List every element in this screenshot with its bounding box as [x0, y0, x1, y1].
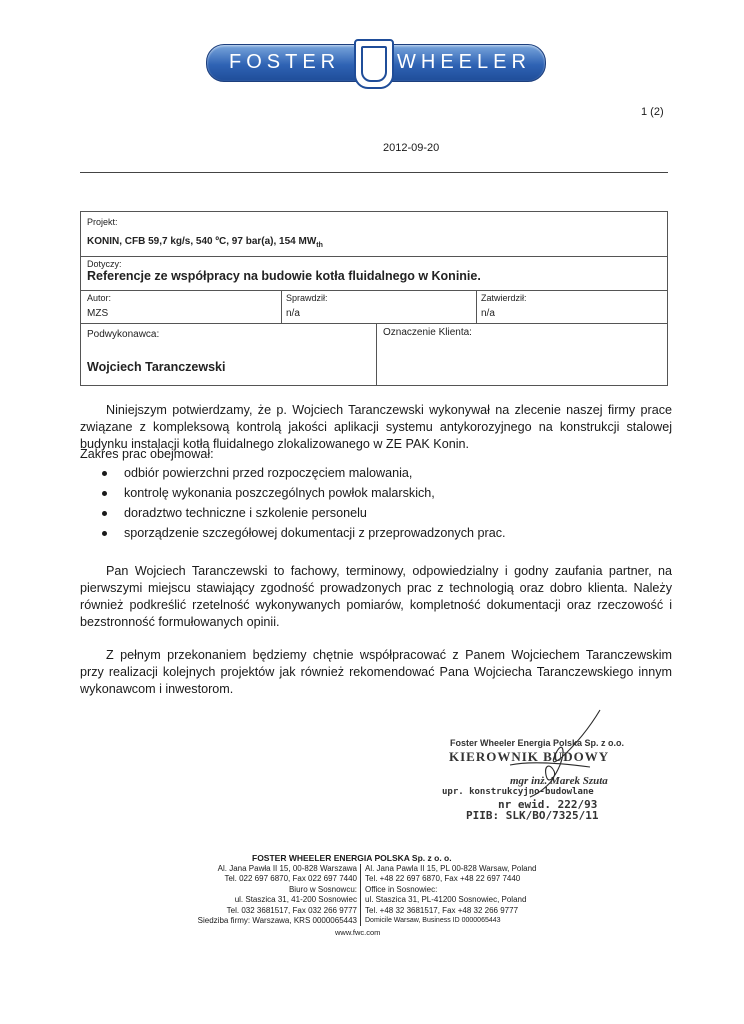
scope-label: Zakres prac obejmował:: [80, 447, 214, 461]
subcontractor-value: Wojciech Taranczewski: [87, 360, 226, 374]
stamp-name: mgr inż. Marek Szuta: [510, 775, 608, 787]
page-number: 1 (2): [641, 106, 664, 118]
footer-website: www.fwc.com: [335, 928, 381, 937]
client-caption: Oznaczenie Klienta:: [383, 327, 472, 338]
footer-divider: [360, 864, 361, 926]
company-logo: [206, 44, 546, 82]
footer-company: FOSTER WHEELER ENERGIA POLSKA Sp. z o. o.: [252, 853, 452, 863]
author-value: MZS: [87, 308, 109, 319]
checked-caption: Sprawdził:: [286, 293, 328, 303]
stamp-company: Foster Wheeler Energia Polska Sp. z o.o.: [450, 738, 625, 748]
checked-value: n/a: [286, 308, 300, 319]
list-item: kontrolę wykonania poszczególnych powłok malarskich,: [98, 483, 506, 503]
approved-value: n/a: [481, 308, 495, 319]
project-value: KONIN, CFB 59,7 kg/s, 540 ºC, 97 bar(a), 154 $MW_{th}$: [87, 236, 323, 249]
footer-address-pl: Al. Jana Pawła II 15, 00-828 Warszawa Tel. 022 697 6870, Fax 022 697 7440 Biuro w Sosnowcu: ul. Staszica 31, 41-200 Sosnowiec Tel. 032 3681517, Fax 032 266 9777 Siedziba firmy: Warszawa, KRS 0000065443: [197, 864, 357, 926]
stamp-registration: nr ewid. 222/93: [498, 798, 598, 811]
document-info-table: [80, 211, 668, 386]
logo-word-wheeler: WHEELER: [397, 51, 531, 73]
paragraph-assessment: Pan Wojciech Taranczewski to fachowy, terminowy, odpowiedzialny i godny zaufania partner, na pierwszymi miejscu stawiający zgodność prowadzonych prac z technologią oraz dobro klienta. Należy również podkreślić rzetelność wykonywanych pomiarów, kompletność dokumentacji oraz rzeczowość i bezstronność formułowanych opinii.: [80, 564, 672, 629]
stamp-title: KIEROWNIK BUDOWY: [449, 749, 610, 764]
logo-word-foster: FOSTER: [229, 51, 341, 73]
author-caption: Autor:: [87, 293, 112, 303]
list-item: odbiór powierzchni przed rozpoczęciem malowania,: [98, 463, 506, 483]
header-divider: [80, 172, 668, 173]
scope-list: [98, 463, 506, 543]
approved-caption: Zatwierdził:: [481, 293, 527, 303]
stamp-license: upr. konstrukcyjno-budowlane: [442, 787, 594, 797]
subject-value: Referencje ze współpracy na budowie kotła fluidalnego w Koninie.: [87, 269, 481, 283]
project-caption: Projekt:: [87, 217, 118, 227]
subcontractor-caption: Podwykonawca:: [87, 329, 160, 340]
paragraph-confirmation: Niniejszym potwierdzamy, że p. Wojciech Taranczewski wykonywał na zlecenie naszej firmy prace związane z kompleksową kontrolą jakości aplikacji systemu antykorozyjnego na konstrukcji stalowej budynku instalacji kotła fluidalnego zlokalizowanego w ZE PAK Konin.: [80, 403, 672, 451]
logo-emblem-icon: [354, 39, 394, 89]
paragraph-recommendation: Z pełnym przekonaniem będziemy chętnie współpracować z Panem Wojciechem Taranczewskim przy realizacji kolejnych projektów jak również rekomendować Pana Wojciecha Taranczewskiego innym wykonawcom i inwestorom.: [80, 648, 672, 696]
footer-address-en: Al. Jana Pawla II 15, PL 00-828 Warsaw, Poland Tel. +48 22 697 6870, Fax +48 22 697 7440 Office in Sosnowiec: ul. Staszica 31, PL-41200 Sosnowiec, Poland Tel. +48 32 3681517, Fax +48 32 266 9777 Domicile Warsaw, Business ID 0000065443: [365, 864, 537, 925]
stamp-piib: PIIB: SLK/BO/7325/11: [466, 809, 599, 822]
list-item: doradztwo techniczne i szkolenie personelu: [98, 503, 506, 523]
document-date: 2012-09-20: [383, 142, 440, 154]
subject-caption: Dotyczy:: [87, 259, 122, 269]
list-item: sporządzenie szczegółowej dokumentacji z przeprowadzonych prac.: [98, 523, 506, 543]
